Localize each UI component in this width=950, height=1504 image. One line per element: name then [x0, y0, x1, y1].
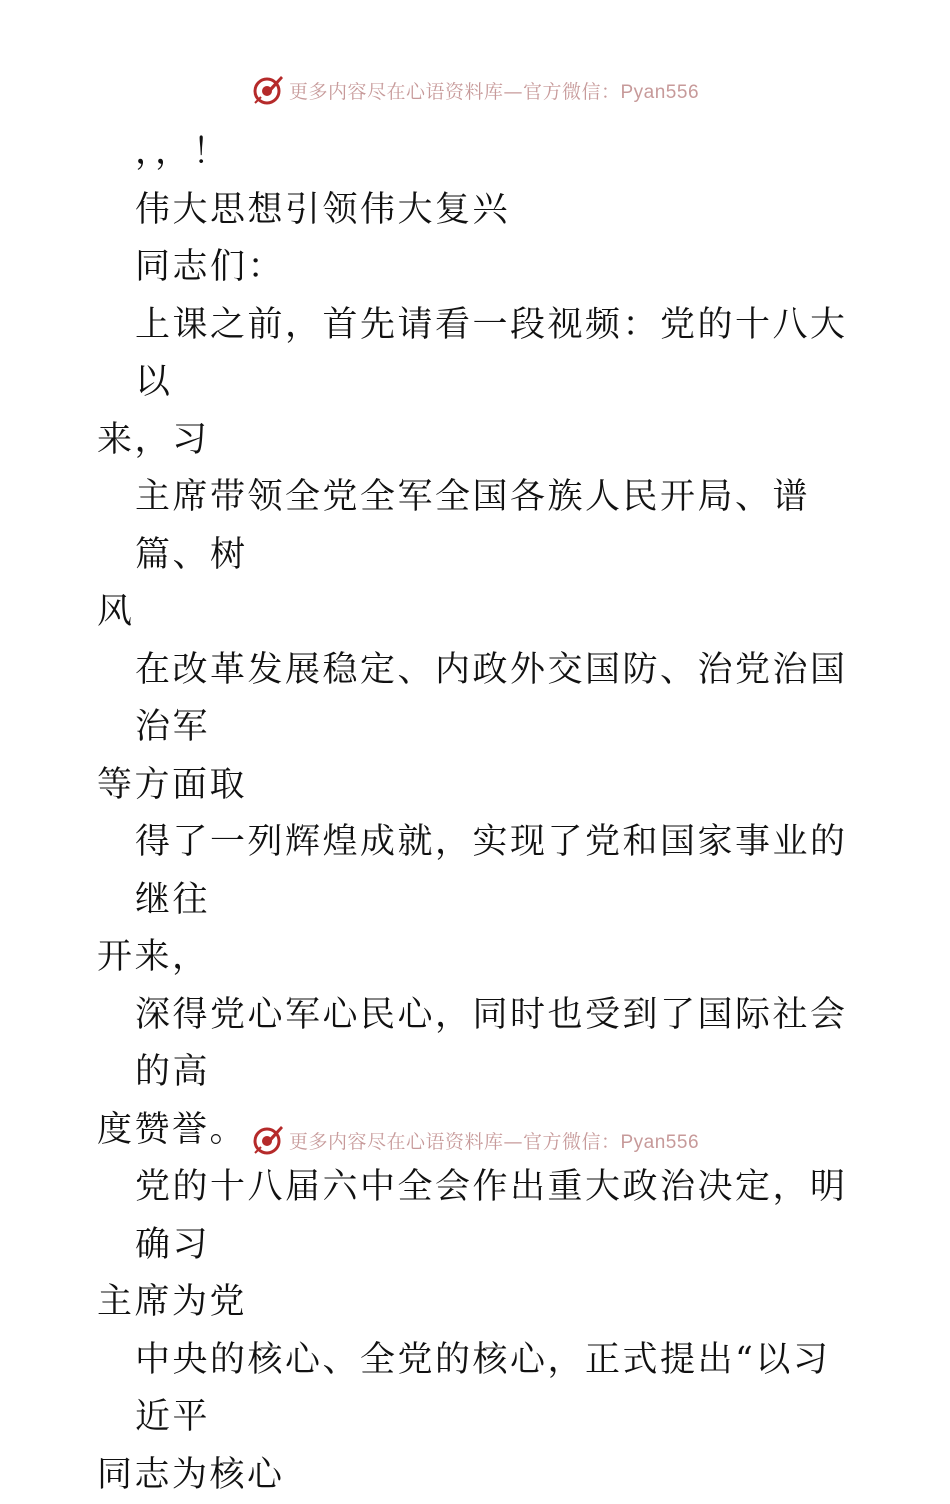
- header-banner-label: 更多内容尽在心语资料库—官方微信：: [289, 81, 621, 103]
- document-body: [97, 124, 857, 1504]
- document-line: 党的十八届六中全会作出重大政治决定，明确习: [97, 1159, 857, 1274]
- document-line: 来，习: [97, 412, 857, 470]
- quill-pen-logo-icon: [251, 73, 285, 107]
- document-line: 在改革发展稳定、内政外交国防、治党治国治军: [97, 642, 857, 757]
- quill-pen-logo-icon: [251, 1123, 285, 1157]
- header-wechat-id: Pyan556: [621, 82, 700, 103]
- footer-banner: [0, 1120, 950, 1160]
- document-line: ，，！: [97, 124, 857, 182]
- salutation: 同志们：: [97, 239, 857, 297]
- document-line: 上课之前，首先请看一段视频：党的十八大以: [97, 297, 857, 412]
- document-line: 等方面取: [97, 757, 857, 815]
- document-line: 深得党心军心民心，同时也受到了国际社会的高: [97, 987, 857, 1102]
- header-banner-text: [289, 77, 699, 104]
- document-line: 同志为核心: [97, 1447, 857, 1504]
- document-line: 开来，: [97, 929, 857, 987]
- document-line: 得了一列辉煌成就，实现了党和国家事业的继往: [97, 814, 857, 929]
- document-line: 度赞誉。: [97, 1102, 857, 1160]
- footer-banner-text: [289, 1127, 699, 1154]
- header-banner: [0, 70, 950, 110]
- document-line: 主席为党: [97, 1274, 857, 1332]
- document-title: 伟大思想引领伟大复兴: [97, 182, 857, 240]
- document-line: 中央的核心、全党的核心，正式提出“以习近平: [97, 1332, 857, 1447]
- footer-wechat-id: Pyan556: [621, 1132, 700, 1153]
- document-line: 主席带领全党全军全国各族人民开局、谱篇、树: [97, 469, 857, 584]
- footer-banner-label: 更多内容尽在心语资料库—官方微信：: [289, 1131, 621, 1153]
- document-line: 风: [97, 584, 857, 642]
